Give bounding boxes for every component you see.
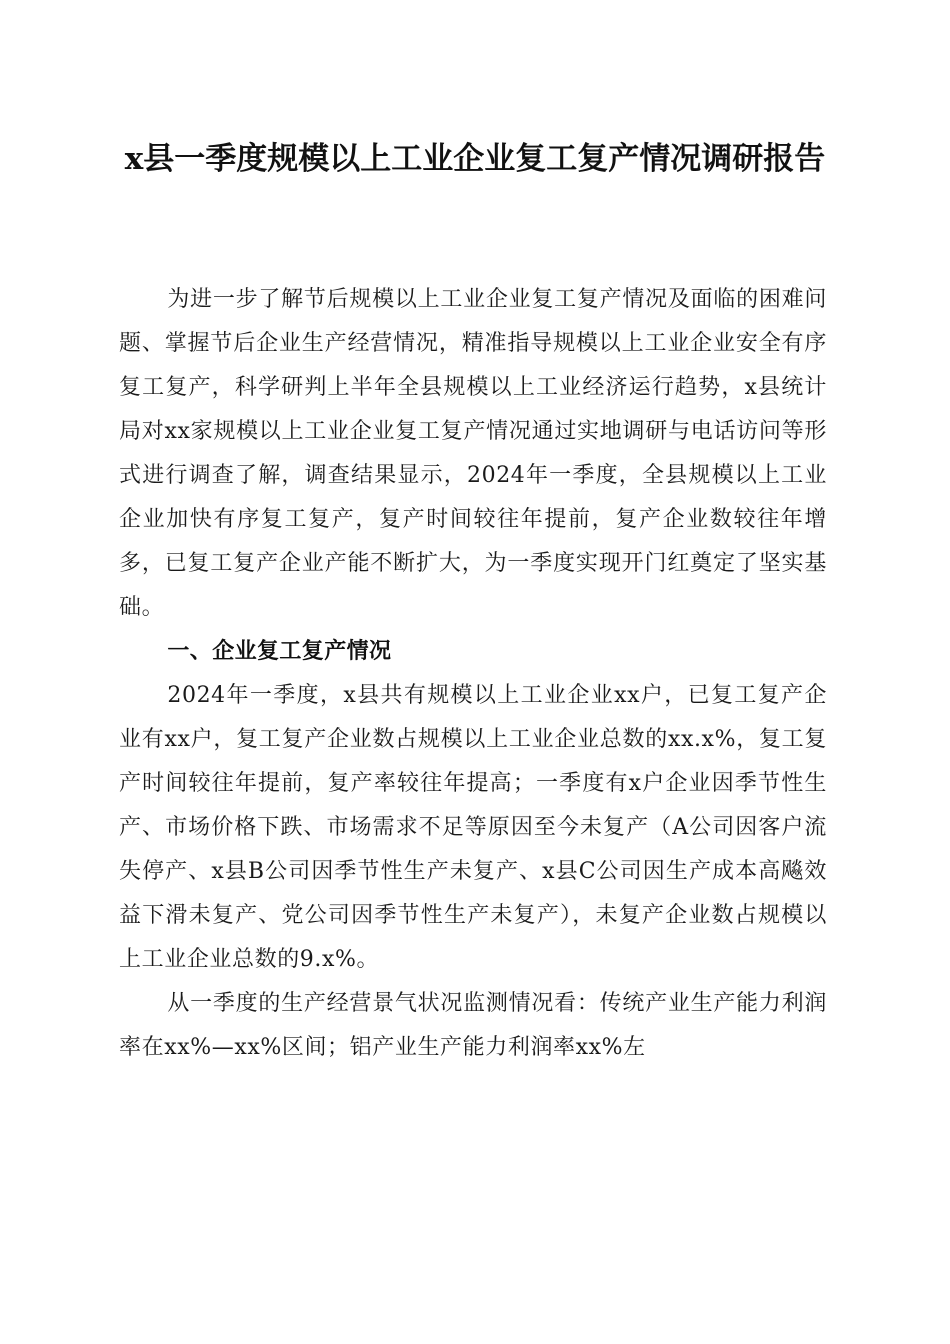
section-heading: 一、企业复工复产情况	[167, 639, 392, 664]
resumption-paragraph: 2024年一季度，x县共有规模以上工业企业xx户，已复工复产企业有xx户，复工复产企业数占规模以上工业企业总数的xx.x%，复工复产时间较往年提前，复产率较往年提高；一季度有x户企业因季节性生产、市场价格下跌、市场需求不足等原因至今未复产（A公司因客户流失停产、x县B公司因季节性生产未复产、x县C公司因生产成本高飚效益下滑未复产、党公司因季节性生产未复产），未复产企业数占规模以上工业企业总数的9.x%。	[119, 683, 827, 972]
document-title: x县一季度规模以上工业企业复工复产情况调研报告	[124, 141, 826, 177]
monitoring-paragraph: 从一季度的生产经营景气状况监测情况看：传统产业生产能力利润率在xx%—xx%区间；铝产业生产能力利润率xx%左	[119, 991, 827, 1060]
document-body	[119, 278, 827, 1070]
intro-paragraph: 为进一步了解节后规模以上工业企业复工复产情况及面临的困难问题、掌握节后企业生产经营情况，精准指导规模以上工业企业安全有序复工复产，科学研判上半年全县规模以上工业经济运行趋势，x县统计局对xx家规模以上工业企业复工复产情况通过实地调研与电话访问等形式进行调查了解，调查结果显示，2024年一季度，全县规模以上工业企业加快有序复工复产，复产时间较往年提前，复产企业数较往年增多，已复工复产企业产能不断扩大，为一季度实现开门红奠定了坚实基础。	[119, 287, 827, 620]
